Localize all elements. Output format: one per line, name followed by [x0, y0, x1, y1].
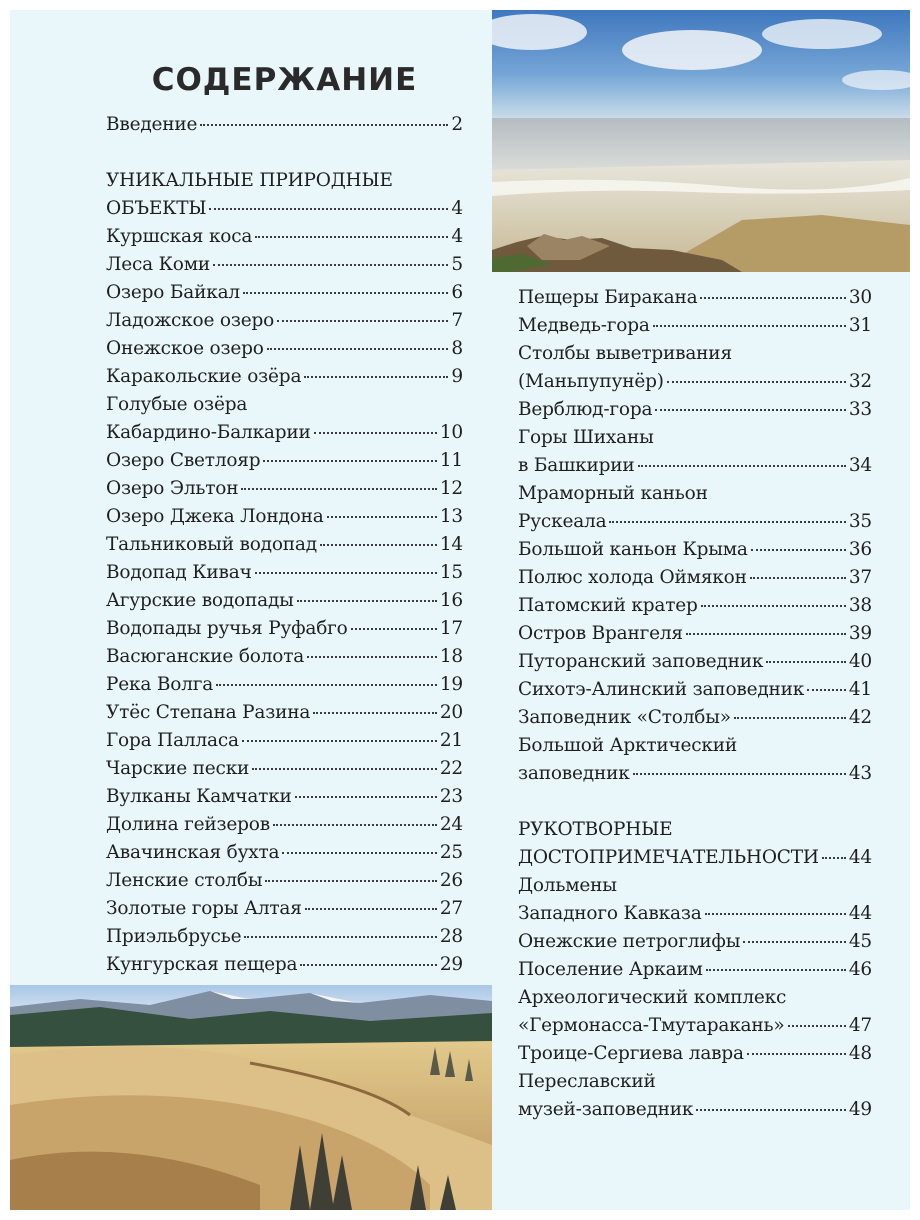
- toc-entry-label: Большой Арктический: [518, 735, 738, 756]
- toc-entry-label: Река Волга: [106, 674, 214, 695]
- toc-entry-row: [518, 312, 872, 340]
- toc-entry: [106, 643, 463, 671]
- toc-entry-page: 28: [439, 926, 463, 947]
- dot-leader: [766, 661, 846, 663]
- toc-entry-page: 12: [439, 478, 463, 499]
- toc-entry-label: Кунгурская пещера: [106, 954, 298, 975]
- toc-entry: [518, 340, 872, 368]
- dot-leader: [300, 964, 437, 966]
- toc-entry-page: 15: [439, 562, 463, 583]
- toc-entry-label: Кабардино-Балкарии: [106, 422, 311, 443]
- toc-entry-label: Вулканы Камчатки: [106, 786, 292, 807]
- toc-entry-page: 41: [848, 679, 872, 700]
- toc-entry-row: [518, 816, 872, 844]
- section-spacer: [106, 139, 463, 167]
- toc-entry-label: Озеро Эльтон: [106, 478, 239, 499]
- dot-leader: [633, 773, 846, 775]
- dot-leader: [743, 941, 846, 943]
- toc-column-right: [518, 284, 872, 1124]
- toc-entry-label: Онежские петроглифы: [518, 931, 741, 952]
- sand-dunes-photo: [10, 985, 492, 1210]
- toc-entry: [106, 391, 463, 419]
- toc-entry-label: Большой каньон Крыма: [518, 539, 748, 560]
- toc-entry-label: Леса Коми: [106, 254, 211, 275]
- dot-leader: [351, 628, 437, 630]
- toc-entry: [518, 1096, 872, 1124]
- dot-leader: [273, 824, 437, 826]
- dot-leader: [252, 768, 437, 770]
- toc-entry-page: 37: [848, 567, 872, 588]
- toc-entry-page: 30: [848, 287, 872, 308]
- toc-entry-row: [518, 844, 872, 872]
- toc-entry-row: [106, 363, 463, 391]
- toc-entry-row: [106, 475, 463, 503]
- toc-entry-page: 39: [848, 623, 872, 644]
- toc-entry-row: [518, 956, 872, 984]
- toc-entry-row: [518, 648, 872, 676]
- toc-entry-row: [106, 643, 463, 671]
- dot-leader: [706, 969, 846, 971]
- toc-entry-page: 26: [439, 870, 463, 891]
- toc-entry-label: Куршская коса: [106, 226, 253, 247]
- toc-entry: [518, 564, 872, 592]
- toc-entry-row: [518, 760, 872, 788]
- dot-leader: [209, 208, 448, 210]
- dot-leader: [750, 577, 846, 579]
- toc-entry-page: 34: [848, 455, 872, 476]
- toc-entry-label: Приэльбрусье: [106, 926, 242, 947]
- toc-entry-page: 4: [451, 198, 463, 219]
- toc-entry: [518, 452, 872, 480]
- dot-leader: [242, 740, 437, 742]
- dot-leader: [655, 409, 846, 411]
- toc-entry: [106, 447, 463, 475]
- toc-entry: [518, 1012, 872, 1040]
- toc-entry-label: Западного Кавказа: [518, 903, 702, 924]
- dot-leader: [705, 913, 846, 915]
- dot-leader: [313, 712, 437, 714]
- toc-entry: [518, 368, 872, 396]
- toc-entry: [518, 536, 872, 564]
- toc-entry-page: 18: [439, 646, 463, 667]
- dot-leader: [305, 908, 437, 910]
- toc-entry: [518, 984, 872, 1012]
- toc-entry: [518, 732, 872, 760]
- toc-entry: [106, 867, 463, 895]
- toc-entry-label: Рускеала: [518, 511, 607, 532]
- toc-entry-row: [106, 811, 463, 839]
- salt-lake-photo: [492, 10, 910, 272]
- toc-entry-row: [518, 732, 872, 760]
- toc-entry-row: [518, 1012, 872, 1040]
- toc-entry-row: [106, 111, 463, 139]
- dot-leader: [734, 717, 846, 719]
- dot-leader: [701, 605, 846, 607]
- toc-entry-label: Озеро Байкал: [106, 282, 240, 303]
- toc-entry: [106, 727, 463, 755]
- toc-entry: [518, 956, 872, 984]
- toc-entry-label: Озеро Джека Лондона: [106, 506, 324, 527]
- toc-entry-page: 20: [439, 702, 463, 723]
- toc-entry-row: [518, 704, 872, 732]
- toc-entry-row: [518, 872, 872, 900]
- toc-entry: [106, 671, 463, 699]
- toc-entry-row: [518, 480, 872, 508]
- toc-entry-label: Авачинская бухта: [106, 842, 280, 863]
- toc-entry-label: Водопад Кивач: [106, 562, 252, 583]
- toc-entry: [106, 335, 463, 363]
- toc-entry-page: 29: [439, 954, 463, 975]
- toc-entry-row: [106, 447, 463, 475]
- toc-entry: [106, 251, 463, 279]
- toc-entry-label: Археологический комплекс: [518, 987, 787, 1008]
- dot-leader: [700, 297, 845, 299]
- dot-leader: [807, 689, 846, 691]
- toc-entry-row: [106, 895, 463, 923]
- toc-entry-page: 13: [439, 506, 463, 527]
- toc-entry-row: [518, 452, 872, 480]
- toc-entry-page: 24: [439, 814, 463, 835]
- toc-entry-row: [106, 335, 463, 363]
- toc-entry-label: ОБЪЕКТЫ: [106, 198, 207, 219]
- toc-entry-row: [518, 676, 872, 704]
- toc-entry-label: Каракольские озёра: [106, 366, 302, 387]
- toc-entry-row: [106, 531, 463, 559]
- toc-entry: [518, 424, 872, 452]
- toc-entry-label: Троице-Сергиева лавра: [518, 1043, 744, 1064]
- toc-entry-label: Столбы выветривания: [518, 343, 732, 364]
- toc-entry-page: 7: [451, 310, 463, 331]
- dot-leader: [747, 1053, 846, 1055]
- toc-entry-page: 43: [848, 763, 872, 784]
- toc-entry-label: Тальниковый водопад: [106, 534, 317, 555]
- toc-entry-label: Голубые озёра: [106, 394, 248, 415]
- toc-entry-row: [106, 251, 463, 279]
- toc-entry-row: [106, 587, 463, 615]
- toc-entry: [106, 363, 463, 391]
- dot-leader: [255, 572, 437, 574]
- toc-entry: [106, 615, 463, 643]
- toc-entry: [518, 620, 872, 648]
- toc-entry-page: 6: [451, 282, 463, 303]
- toc-entry-label: УНИКАЛЬНЫЕ ПРИРОДНЫЕ: [106, 170, 393, 191]
- dot-leader: [282, 852, 436, 854]
- toc-entry-row: [518, 368, 872, 396]
- toc-entry: [518, 704, 872, 732]
- toc-entry: [518, 844, 872, 872]
- toc-entry-page: 36: [848, 539, 872, 560]
- toc-entry-label: (Маньпупунёр): [518, 371, 664, 392]
- toc-entry-page: 31: [848, 315, 872, 336]
- toc-entry: [518, 900, 872, 928]
- toc-entry-row: [106, 699, 463, 727]
- page-title: СОДЕРЖАНИЕ: [151, 62, 418, 98]
- toc-entry-label: Переславский: [518, 1071, 656, 1092]
- toc-entry-row: [106, 951, 463, 979]
- toc-entry-row: [518, 984, 872, 1012]
- toc-entry-page: 21: [439, 730, 463, 751]
- toc-entry: [518, 396, 872, 424]
- dot-leader: [265, 880, 437, 882]
- toc-entry-page: 22: [439, 758, 463, 779]
- toc-entry-row: [106, 923, 463, 951]
- toc-entry: [106, 559, 463, 587]
- dot-leader: [686, 633, 846, 635]
- toc-entry-label: Ладожское озеро: [106, 310, 275, 331]
- toc-entry-page: 35: [848, 511, 872, 532]
- toc-entry: [518, 648, 872, 676]
- toc-entry-page: 19: [439, 674, 463, 695]
- toc-entry: [518, 928, 872, 956]
- dot-leader: [751, 549, 846, 551]
- dot-leader: [822, 857, 846, 859]
- toc-entry-label: Сихотэ-Алинский заповедник: [518, 679, 805, 700]
- toc-entry: [518, 284, 872, 312]
- dot-leader: [609, 521, 845, 523]
- toc-entry-label: Водопады ручья Руфабго: [106, 618, 348, 639]
- toc-entry-row: [106, 223, 463, 251]
- toc-entry: [106, 811, 463, 839]
- dot-leader: [243, 292, 448, 294]
- toc-entry: [106, 279, 463, 307]
- toc-entry: [106, 783, 463, 811]
- dot-leader: [638, 465, 846, 467]
- toc-entry-page: 49: [848, 1099, 872, 1120]
- toc-entry: [518, 480, 872, 508]
- toc-entry: [518, 872, 872, 900]
- toc-entry: [518, 312, 872, 340]
- toc-entry: [518, 592, 872, 620]
- toc-entry-label: «Гермонасса-Тмутаракань»: [518, 1015, 785, 1036]
- dot-leader: [213, 264, 448, 266]
- toc-entry-row: [106, 503, 463, 531]
- toc-entry-row: [106, 391, 463, 419]
- toc-entry: [106, 531, 463, 559]
- toc-entry-row: [518, 592, 872, 620]
- toc-entry-row: [518, 508, 872, 536]
- toc-entry-row: [106, 755, 463, 783]
- toc-entry-label: Гора Палласа: [106, 730, 239, 751]
- dot-leader: [267, 348, 449, 350]
- toc-entry-label: Пещеры Биракана: [518, 287, 698, 308]
- toc-entry-row: [106, 279, 463, 307]
- toc-entry: [106, 587, 463, 615]
- toc-entry-row: [518, 284, 872, 312]
- toc-entry-page: 25: [439, 842, 463, 863]
- toc-entry-page: 32: [848, 371, 872, 392]
- toc-entry-row: [518, 620, 872, 648]
- toc-entry: [106, 923, 463, 951]
- toc-entry-label: Поселение Аркаим: [518, 959, 703, 980]
- toc-entry-row: [518, 928, 872, 956]
- toc-entry-page: 40: [848, 651, 872, 672]
- toc-entry: [518, 508, 872, 536]
- toc-entry: [518, 760, 872, 788]
- toc-entry-row: [106, 727, 463, 755]
- toc-entry-page: 33: [848, 399, 872, 420]
- toc-entry: [106, 895, 463, 923]
- toc-entry-row: [106, 559, 463, 587]
- toc-entry-label: Медведь-гора: [518, 315, 650, 336]
- toc-entry-label: Агурские водопады: [106, 590, 294, 611]
- toc-entry: [106, 195, 463, 223]
- toc-entry: [106, 111, 463, 139]
- dot-leader: [327, 516, 437, 518]
- toc-entry: [518, 816, 872, 844]
- toc-entry: [106, 755, 463, 783]
- toc-entry-page: 46: [848, 959, 872, 980]
- toc-entry-label: Дольмены: [518, 875, 617, 896]
- toc-entry: [106, 839, 463, 867]
- toc-entry-row: [518, 536, 872, 564]
- toc-entry: [106, 307, 463, 335]
- toc-entry-page: 42: [848, 707, 872, 728]
- toc-entry-page: 14: [439, 534, 463, 555]
- dot-leader: [277, 320, 448, 322]
- toc-entry: [106, 503, 463, 531]
- toc-entry-row: [106, 167, 463, 195]
- dot-leader: [320, 544, 437, 546]
- dot-leader: [667, 381, 846, 383]
- section-spacer: [518, 788, 872, 816]
- toc-entry-page: 10: [439, 422, 463, 443]
- toc-entry-page: 44: [848, 847, 872, 868]
- toc-entry-label: Остров Врангеля: [518, 623, 683, 644]
- toc-entry: [518, 1068, 872, 1096]
- toc-entry-label: Онежское озеро: [106, 338, 264, 359]
- dot-leader: [200, 124, 448, 126]
- toc-entry-row: [518, 1096, 872, 1124]
- toc-entry: [518, 676, 872, 704]
- toc-entry-row: [106, 783, 463, 811]
- toc-entry-row: [106, 839, 463, 867]
- toc-entry-page: 8: [451, 338, 463, 359]
- dot-leader: [255, 236, 448, 238]
- toc-entry-label: Ленские столбы: [106, 870, 263, 891]
- toc-entry-row: [518, 900, 872, 928]
- toc-entry-row: [106, 307, 463, 335]
- toc-entry-label: музей-заповедник: [518, 1099, 694, 1120]
- toc-column-left: [106, 111, 463, 979]
- toc-entry-label: Заповедник «Столбы»: [518, 707, 731, 728]
- toc-entry: [106, 699, 463, 727]
- toc-entry-row: [518, 396, 872, 424]
- toc-entry-page: 48: [848, 1043, 872, 1064]
- toc-entry-row: [518, 340, 872, 368]
- toc-entry: [106, 167, 463, 195]
- dot-leader: [314, 432, 437, 434]
- toc-entry-page: 45: [848, 931, 872, 952]
- toc-entry-label: Озеро Светлояр: [106, 450, 261, 471]
- toc-entry-label: Верблюд-гора: [518, 399, 653, 420]
- toc-entry-page: 5: [451, 254, 463, 275]
- dot-leader: [307, 656, 437, 658]
- toc-entry-label: Золотые горы Алтая: [106, 898, 302, 919]
- toc-entry-label: Горы Шиханы: [518, 427, 654, 448]
- toc-entry-page: 38: [848, 595, 872, 616]
- toc-entry-label: Введение: [106, 114, 198, 135]
- toc-entry-row: [518, 564, 872, 592]
- dot-leader: [295, 796, 437, 798]
- toc-entry-row: [106, 615, 463, 643]
- toc-entry-row: [106, 671, 463, 699]
- toc-entry-page: 17: [439, 618, 463, 639]
- toc-entry-row: [518, 1040, 872, 1068]
- toc-entry-row: [106, 195, 463, 223]
- toc-entry: [106, 475, 463, 503]
- toc-entry-label: Патомский кратер: [518, 595, 698, 616]
- toc-entry-page: 16: [439, 590, 463, 611]
- toc-entry-row: [106, 867, 463, 895]
- toc-entry-row: [106, 419, 463, 447]
- toc-entry-label: Полюс холода Оймякон: [518, 567, 747, 588]
- toc-entry-row: [518, 1068, 872, 1096]
- dot-leader: [216, 684, 437, 686]
- dot-leader: [653, 325, 846, 327]
- dot-leader: [263, 460, 436, 462]
- toc-entry-label: Путоранский заповедник: [518, 651, 764, 672]
- dot-leader: [244, 936, 437, 938]
- toc-entry-label: в Башкирии: [518, 455, 635, 476]
- toc-entry: [106, 951, 463, 979]
- toc-entry-page: 9: [451, 366, 463, 387]
- toc-entry-label: Долина гейзеров: [106, 814, 270, 835]
- toc-entry-label: Мраморный каньон: [518, 483, 708, 504]
- dot-leader: [788, 1025, 846, 1027]
- toc-entry-page: 23: [439, 786, 463, 807]
- dot-leader: [304, 376, 448, 378]
- toc-entry-page: 27: [439, 898, 463, 919]
- toc-entry-page: 44: [848, 903, 872, 924]
- toc-entry-page: 2: [451, 114, 463, 135]
- toc-entry-row: [518, 424, 872, 452]
- toc-entry-label: заповедник: [518, 763, 630, 784]
- dot-leader: [696, 1109, 846, 1111]
- dot-leader: [297, 600, 437, 602]
- toc-entry-label: Чарские пески: [106, 758, 250, 779]
- toc-entry-label: ДОСТОПРИМЕЧАТЕЛЬНОСТИ: [518, 847, 819, 868]
- toc-entry-label: Васюганские болота: [106, 646, 305, 667]
- toc-entry: [106, 419, 463, 447]
- toc-entry-page: 11: [439, 450, 463, 471]
- toc-entry-label: РУКОТВОРНЫЕ: [518, 819, 673, 840]
- toc-entry: [106, 223, 463, 251]
- dot-leader: [241, 488, 437, 490]
- toc-entry: [518, 1040, 872, 1068]
- toc-entry-label: Утёс Степана Разина: [106, 702, 311, 723]
- toc-entry-page: 47: [848, 1015, 872, 1036]
- toc-entry-page: 4: [451, 226, 463, 247]
